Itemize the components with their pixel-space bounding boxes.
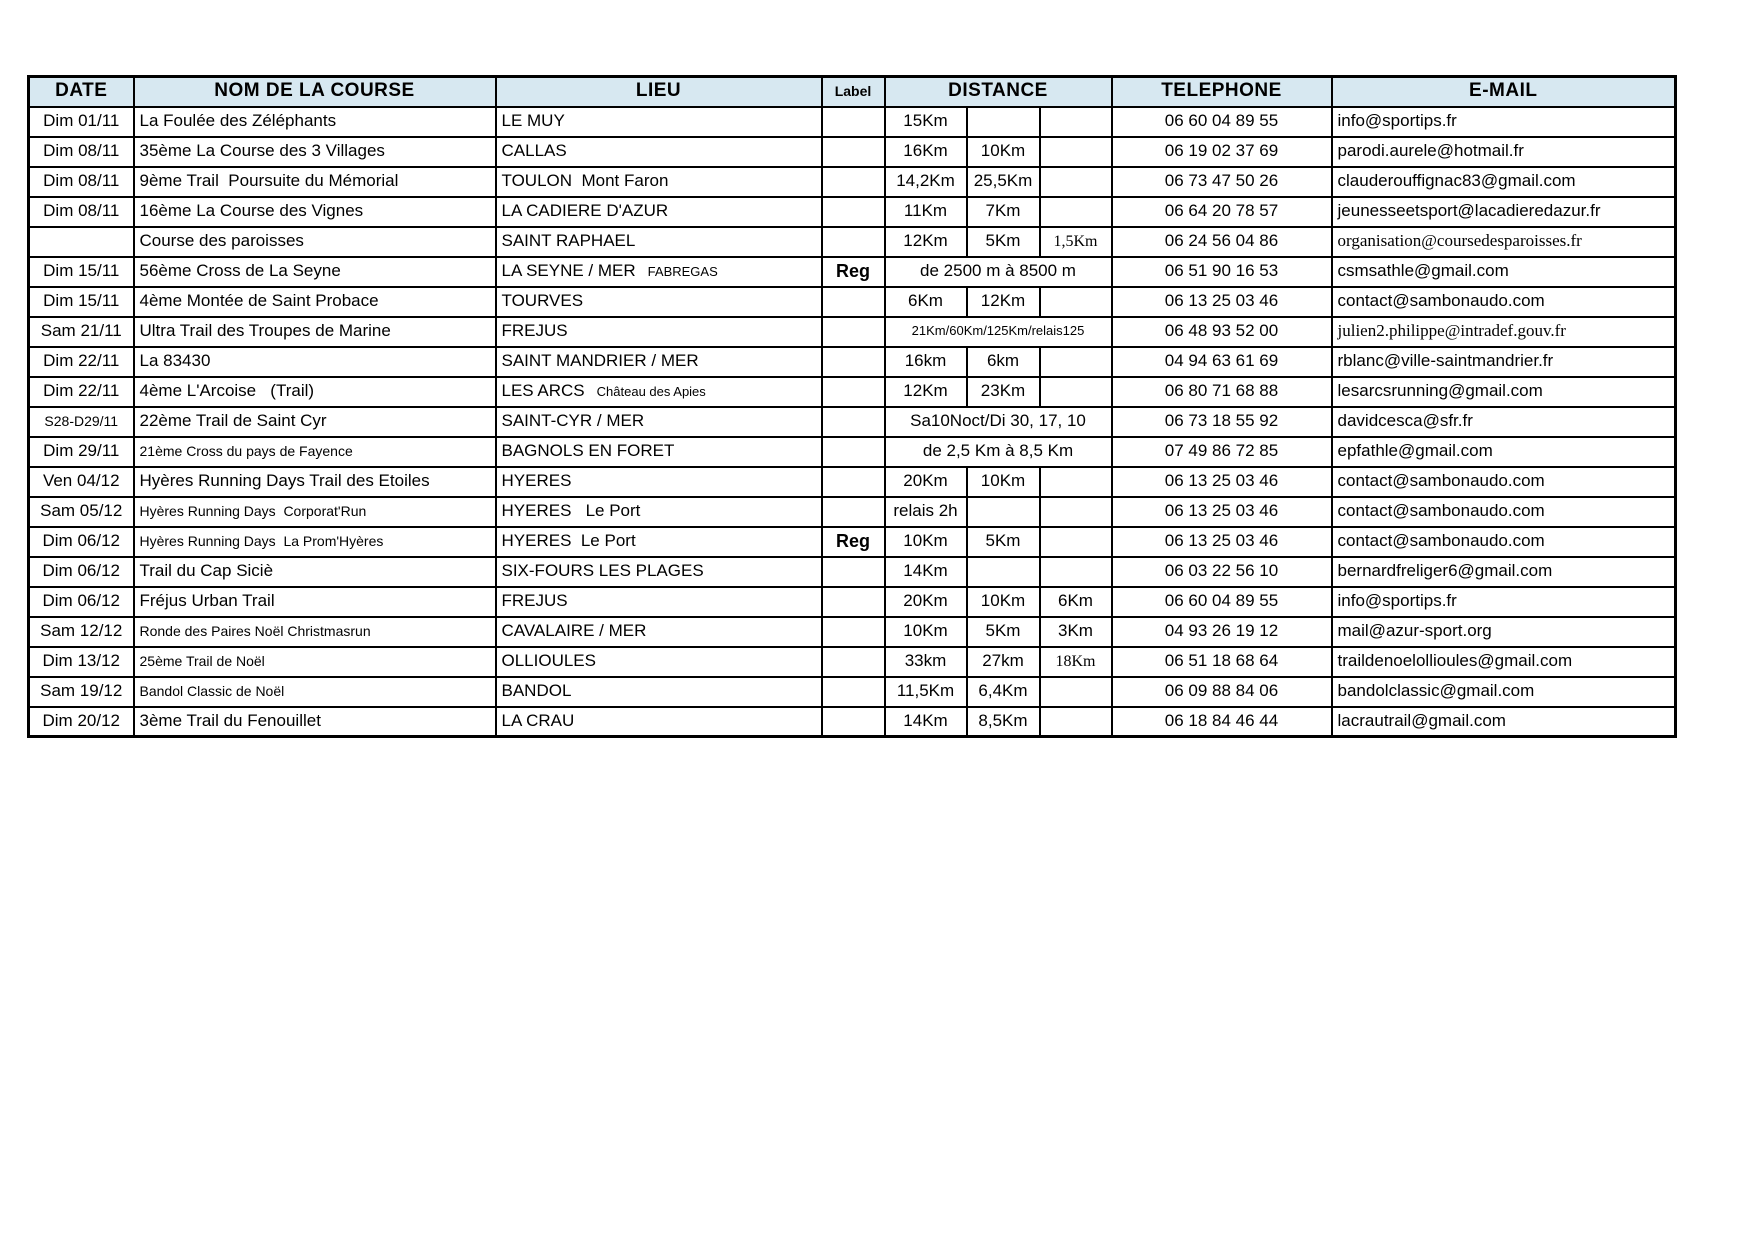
lieu-cell bbox=[496, 647, 822, 677]
telephone-cell: 06 18 84 46 44 bbox=[1112, 707, 1332, 737]
lieu-text: CALLAS bbox=[501, 141, 567, 161]
lieu-text: HYERES bbox=[501, 471, 572, 491]
label-cell bbox=[822, 377, 885, 407]
date-cell: Dim 08/11 bbox=[29, 197, 134, 227]
telephone-cell: 06 24 56 04 86 bbox=[1112, 227, 1332, 257]
lieu-text: LA CADIERE D'AZUR bbox=[501, 201, 669, 221]
distance3-cell bbox=[1040, 557, 1112, 587]
race-name-cell: 56ème Cross de La Seyne bbox=[134, 257, 496, 287]
label-cell bbox=[822, 287, 885, 317]
label-cell bbox=[822, 617, 885, 647]
table-row bbox=[29, 257, 1676, 287]
date-cell: Dim 22/11 bbox=[29, 347, 134, 377]
date-cell: Dim 20/12 bbox=[29, 707, 134, 737]
table-row bbox=[29, 677, 1676, 707]
date-cell: Dim 13/12 bbox=[29, 647, 134, 677]
lieu-cell bbox=[496, 287, 822, 317]
telephone-cell: 06 48 93 52 00 bbox=[1112, 317, 1332, 347]
email-cell: parodi.aurele@hotmail.fr bbox=[1332, 137, 1676, 167]
telephone-cell: 07 49 86 72 85 bbox=[1112, 437, 1332, 467]
email-cell: jeunesseetsport@lacadieredazur.fr bbox=[1332, 197, 1676, 227]
table-row bbox=[29, 227, 1676, 257]
table-row bbox=[29, 107, 1676, 137]
lieu-cell bbox=[496, 347, 822, 377]
distance3-cell bbox=[1040, 137, 1112, 167]
distance1-cell: 10Km bbox=[885, 527, 967, 557]
distance1-cell: 10Km bbox=[885, 617, 967, 647]
label-cell bbox=[822, 557, 885, 587]
label-cell bbox=[822, 347, 885, 377]
race-name-cell: La 83430 bbox=[134, 347, 496, 377]
distance-span-cell: de 2,5 Km à 8,5 Km bbox=[885, 437, 1112, 467]
race-name-cell: 25ème Trail de Noël bbox=[134, 647, 496, 677]
label-cell bbox=[822, 167, 885, 197]
label-cell bbox=[822, 137, 885, 167]
email-cell: organisation@coursedesparoisses.fr bbox=[1332, 227, 1676, 257]
email-cell: clauderouffignac83@gmail.com bbox=[1332, 167, 1676, 197]
distance2-cell: 5Km bbox=[967, 527, 1040, 557]
distance3-cell bbox=[1040, 377, 1112, 407]
email-cell: bernardfreliger6@gmail.com bbox=[1332, 557, 1676, 587]
table-row bbox=[29, 617, 1676, 647]
distance2-cell: 6,4Km bbox=[967, 677, 1040, 707]
distance2-cell: 6km bbox=[967, 347, 1040, 377]
telephone-cell: 06 73 47 50 26 bbox=[1112, 167, 1332, 197]
email-cell: julien2.philippe@intradef.gouv.fr bbox=[1332, 317, 1676, 347]
lieu-cell bbox=[496, 407, 822, 437]
lieu-cell bbox=[496, 677, 822, 707]
distance3-cell bbox=[1040, 107, 1112, 137]
telephone-cell: 04 94 63 61 69 bbox=[1112, 347, 1332, 377]
date-cell: Dim 22/11 bbox=[29, 377, 134, 407]
email-cell: lesarcsrunning@gmail.com bbox=[1332, 377, 1676, 407]
race-name-cell: Ronde des Paires Noël Christmasrun bbox=[134, 617, 496, 647]
table-row bbox=[29, 287, 1676, 317]
table-row bbox=[29, 497, 1676, 527]
distance3-cell bbox=[1040, 167, 1112, 197]
email-cell: lacrautrail@gmail.com bbox=[1332, 707, 1676, 737]
email-cell: contact@sambonaudo.com bbox=[1332, 287, 1676, 317]
header-row bbox=[29, 77, 1676, 107]
lieu-cell bbox=[496, 137, 822, 167]
label-cell: Reg bbox=[822, 527, 885, 557]
lieu-cell bbox=[496, 197, 822, 227]
date-cell: Dim 29/11 bbox=[29, 437, 134, 467]
distance-span-cell: de 2500 m à 8500 m bbox=[885, 257, 1112, 287]
email-cell: info@sportips.fr bbox=[1332, 107, 1676, 137]
distance2-cell: 27km bbox=[967, 647, 1040, 677]
table-row bbox=[29, 167, 1676, 197]
date-cell: Sam 12/12 bbox=[29, 617, 134, 647]
lieu-note: Château des Apies bbox=[596, 384, 706, 400]
email-cell: mail@azur-sport.org bbox=[1332, 617, 1676, 647]
distance2-cell: 10Km bbox=[967, 467, 1040, 497]
telephone-cell: 06 13 25 03 46 bbox=[1112, 527, 1332, 557]
race-name-cell: Hyères Running Days Trail des Etoiles bbox=[134, 467, 496, 497]
race-name-cell: 16ème La Course des Vignes bbox=[134, 197, 496, 227]
date-cell bbox=[29, 227, 134, 257]
date-cell: Dim 06/12 bbox=[29, 587, 134, 617]
lieu-text: HYERES Le Port bbox=[501, 501, 641, 521]
telephone-cell: 06 80 71 68 88 bbox=[1112, 377, 1332, 407]
label-cell bbox=[822, 227, 885, 257]
lieu-cell bbox=[496, 557, 822, 587]
distance2-cell: 23Km bbox=[967, 377, 1040, 407]
date-cell: Dim 15/11 bbox=[29, 257, 134, 287]
label-cell bbox=[822, 467, 885, 497]
table-row bbox=[29, 317, 1676, 347]
distance3-cell bbox=[1040, 287, 1112, 317]
distance1-cell: 16km bbox=[885, 347, 967, 377]
distance1-cell: 16Km bbox=[885, 137, 967, 167]
race-calendar-table bbox=[27, 75, 1677, 738]
date-cell: Dim 06/12 bbox=[29, 527, 134, 557]
distance3-cell: 18Km bbox=[1040, 647, 1112, 677]
table-row bbox=[29, 407, 1676, 437]
race-name-cell: 21ème Cross du pays de Fayence bbox=[134, 437, 496, 467]
distance2-cell: 7Km bbox=[967, 197, 1040, 227]
table-row bbox=[29, 707, 1676, 737]
lieu-text: TOULON Mont Faron bbox=[501, 171, 669, 191]
distance1-cell: 20Km bbox=[885, 467, 967, 497]
telephone-cell: 06 64 20 78 57 bbox=[1112, 197, 1332, 227]
header-race-name: NOM DE LA COURSE bbox=[134, 77, 496, 107]
telephone-cell: 06 13 25 03 46 bbox=[1112, 467, 1332, 497]
distance3-cell bbox=[1040, 467, 1112, 497]
telephone-cell: 06 13 25 03 46 bbox=[1112, 287, 1332, 317]
race-name-cell: 4ème L'Arcoise (Trail) bbox=[134, 377, 496, 407]
race-name-cell: 35ème La Course des 3 Villages bbox=[134, 137, 496, 167]
telephone-cell: 06 51 90 16 53 bbox=[1112, 257, 1332, 287]
email-cell: epfathle@gmail.com bbox=[1332, 437, 1676, 467]
distance1-cell: relais 2h bbox=[885, 497, 967, 527]
date-cell: S28-D29/11 bbox=[29, 407, 134, 437]
race-name-cell: Hyères Running Days La Prom'Hyères bbox=[134, 527, 496, 557]
race-name-cell: 22ème Trail de Saint Cyr bbox=[134, 407, 496, 437]
label-cell bbox=[822, 497, 885, 527]
distance3-cell: 6Km bbox=[1040, 587, 1112, 617]
distance1-cell: 14,2Km bbox=[885, 167, 967, 197]
race-name-cell: Ultra Trail des Troupes de Marine bbox=[134, 317, 496, 347]
lieu-text: OLLIOULES bbox=[501, 651, 596, 671]
distance1-cell: 12Km bbox=[885, 227, 967, 257]
distance1-cell: 14Km bbox=[885, 557, 967, 587]
table-row bbox=[29, 587, 1676, 617]
table-row bbox=[29, 557, 1676, 587]
distance1-cell: 33km bbox=[885, 647, 967, 677]
lieu-text: LES ARCS bbox=[501, 381, 585, 401]
lieu-cell bbox=[496, 437, 822, 467]
race-name-cell: Fréjus Urban Trail bbox=[134, 587, 496, 617]
label-cell bbox=[822, 587, 885, 617]
lieu-cell bbox=[496, 107, 822, 137]
distance2-cell: 10Km bbox=[967, 587, 1040, 617]
email-cell: contact@sambonaudo.com bbox=[1332, 527, 1676, 557]
lieu-text: SAINT RAPHAEL bbox=[501, 231, 636, 251]
header-date: DATE bbox=[29, 77, 134, 107]
date-cell: Dim 15/11 bbox=[29, 287, 134, 317]
distance-span-cell: Sa10Noct/Di 30, 17, 10 bbox=[885, 407, 1112, 437]
distance3-cell: 3Km bbox=[1040, 617, 1112, 647]
date-cell: Sam 05/12 bbox=[29, 497, 134, 527]
distance3-cell: 1,5Km bbox=[1040, 227, 1112, 257]
email-cell: info@sportips.fr bbox=[1332, 587, 1676, 617]
lieu-text: LA SEYNE / MER bbox=[501, 261, 636, 281]
lieu-cell bbox=[496, 497, 822, 527]
distance2-cell: 25,5Km bbox=[967, 167, 1040, 197]
table-row bbox=[29, 467, 1676, 497]
lieu-cell bbox=[496, 527, 822, 557]
distance3-cell bbox=[1040, 497, 1112, 527]
label-cell bbox=[822, 317, 885, 347]
telephone-cell: 06 51 18 68 64 bbox=[1112, 647, 1332, 677]
date-cell: Sam 21/11 bbox=[29, 317, 134, 347]
distance2-cell bbox=[967, 107, 1040, 137]
race-name-cell: La Foulée des Zéléphants bbox=[134, 107, 496, 137]
lieu-cell bbox=[496, 227, 822, 257]
lieu-text: BAGNOLS EN FORET bbox=[501, 441, 675, 461]
header-email: E-MAIL bbox=[1332, 77, 1676, 107]
email-cell: davidcesca@sfr.fr bbox=[1332, 407, 1676, 437]
label-cell bbox=[822, 707, 885, 737]
race-table-body bbox=[29, 107, 1676, 737]
distance3-cell bbox=[1040, 347, 1112, 377]
lieu-note: FABREGAS bbox=[647, 264, 718, 280]
telephone-cell: 06 60 04 89 55 bbox=[1112, 107, 1332, 137]
distance1-cell: 15Km bbox=[885, 107, 967, 137]
lieu-text: LA CRAU bbox=[501, 710, 575, 730]
email-cell: rblanc@ville-saintmandrier.fr bbox=[1332, 347, 1676, 377]
distance2-cell bbox=[967, 497, 1040, 527]
distance2-cell: 10Km bbox=[967, 137, 1040, 167]
lieu-cell bbox=[496, 467, 822, 497]
lieu-text: FREJUS bbox=[501, 321, 568, 341]
race-name-cell: Bandol Classic de Noël bbox=[134, 677, 496, 707]
lieu-cell bbox=[496, 317, 822, 347]
distance2-cell: 5Km bbox=[967, 617, 1040, 647]
distance3-cell bbox=[1040, 527, 1112, 557]
email-cell: contact@sambonaudo.com bbox=[1332, 467, 1676, 497]
lieu-text: SAINT-CYR / MER bbox=[501, 411, 645, 431]
date-cell: Sam 19/12 bbox=[29, 677, 134, 707]
header-telephone: TELEPHONE bbox=[1112, 77, 1332, 107]
header-distance: DISTANCE bbox=[885, 77, 1112, 107]
race-name-cell: Trail du Cap Siciè bbox=[134, 557, 496, 587]
lieu-text: FREJUS bbox=[501, 591, 568, 611]
date-cell: Dim 08/11 bbox=[29, 167, 134, 197]
table-row bbox=[29, 647, 1676, 677]
distance3-cell bbox=[1040, 677, 1112, 707]
table-row bbox=[29, 197, 1676, 227]
lieu-cell bbox=[496, 377, 822, 407]
table-row bbox=[29, 377, 1676, 407]
lieu-text: TOURVES bbox=[501, 291, 584, 311]
lieu-cell bbox=[496, 167, 822, 197]
telephone-cell: 06 03 22 56 10 bbox=[1112, 557, 1332, 587]
header-lieu: LIEU bbox=[496, 77, 822, 107]
distance3-cell bbox=[1040, 707, 1112, 737]
label-cell bbox=[822, 437, 885, 467]
date-cell: Dim 01/11 bbox=[29, 107, 134, 137]
lieu-cell bbox=[496, 617, 822, 647]
telephone-cell: 06 60 04 89 55 bbox=[1112, 587, 1332, 617]
distance3-cell bbox=[1040, 197, 1112, 227]
date-cell: Ven 04/12 bbox=[29, 467, 134, 497]
table-row bbox=[29, 527, 1676, 557]
distance2-cell: 12Km bbox=[967, 287, 1040, 317]
race-name-cell: 4ème Montée de Saint Probace bbox=[134, 287, 496, 317]
telephone-cell: 06 19 02 37 69 bbox=[1112, 137, 1332, 167]
date-cell: Dim 08/11 bbox=[29, 137, 134, 167]
telephone-cell: 06 09 88 84 06 bbox=[1112, 677, 1332, 707]
distance2-cell: 5Km bbox=[967, 227, 1040, 257]
table-row bbox=[29, 437, 1676, 467]
distance1-cell: 14Km bbox=[885, 707, 967, 737]
telephone-cell: 06 13 25 03 46 bbox=[1112, 497, 1332, 527]
distance1-cell: 11,5Km bbox=[885, 677, 967, 707]
lieu-text: SIX-FOURS LES PLAGES bbox=[501, 561, 704, 581]
lieu-text: CAVALAIRE / MER bbox=[501, 621, 647, 641]
distance-span-cell: 21Km/60Km/125Km/relais125 bbox=[885, 317, 1112, 347]
race-name-cell: Hyères Running Days Corporat'Run bbox=[134, 497, 496, 527]
race-name-cell: Course des paroisses bbox=[134, 227, 496, 257]
race-name-cell: 3ème Trail du Fenouillet bbox=[134, 707, 496, 737]
lieu-text: HYERES Le Port bbox=[501, 531, 636, 551]
table-row bbox=[29, 137, 1676, 167]
label-cell bbox=[822, 647, 885, 677]
lieu-cell bbox=[496, 587, 822, 617]
telephone-cell: 06 73 18 55 92 bbox=[1112, 407, 1332, 437]
distance2-cell bbox=[967, 557, 1040, 587]
table-row bbox=[29, 347, 1676, 377]
label-cell bbox=[822, 197, 885, 227]
lieu-text: SAINT MANDRIER / MER bbox=[501, 351, 699, 371]
email-cell: traildenoelollioules@gmail.com bbox=[1332, 647, 1676, 677]
distance2-cell: 8,5Km bbox=[967, 707, 1040, 737]
header-label: Label bbox=[822, 77, 885, 107]
distance1-cell: 6Km bbox=[885, 287, 967, 317]
telephone-cell: 04 93 26 19 12 bbox=[1112, 617, 1332, 647]
distance1-cell: 11Km bbox=[885, 197, 967, 227]
lieu-cell bbox=[496, 707, 822, 737]
distance1-cell: 12Km bbox=[885, 377, 967, 407]
email-cell: contact@sambonaudo.com bbox=[1332, 497, 1676, 527]
lieu-text: BANDOL bbox=[501, 681, 572, 701]
distance1-cell: 20Km bbox=[885, 587, 967, 617]
label-cell bbox=[822, 107, 885, 137]
lieu-text: LE MUY bbox=[501, 111, 565, 131]
label-cell bbox=[822, 677, 885, 707]
email-cell: csmsathle@gmail.com bbox=[1332, 257, 1676, 287]
race-name-cell: 9ème Trail Poursuite du Mémorial bbox=[134, 167, 496, 197]
date-cell: Dim 06/12 bbox=[29, 557, 134, 587]
label-cell: Reg bbox=[822, 257, 885, 287]
label-cell bbox=[822, 407, 885, 437]
email-cell: bandolclassic@gmail.com bbox=[1332, 677, 1676, 707]
lieu-cell bbox=[496, 257, 822, 287]
